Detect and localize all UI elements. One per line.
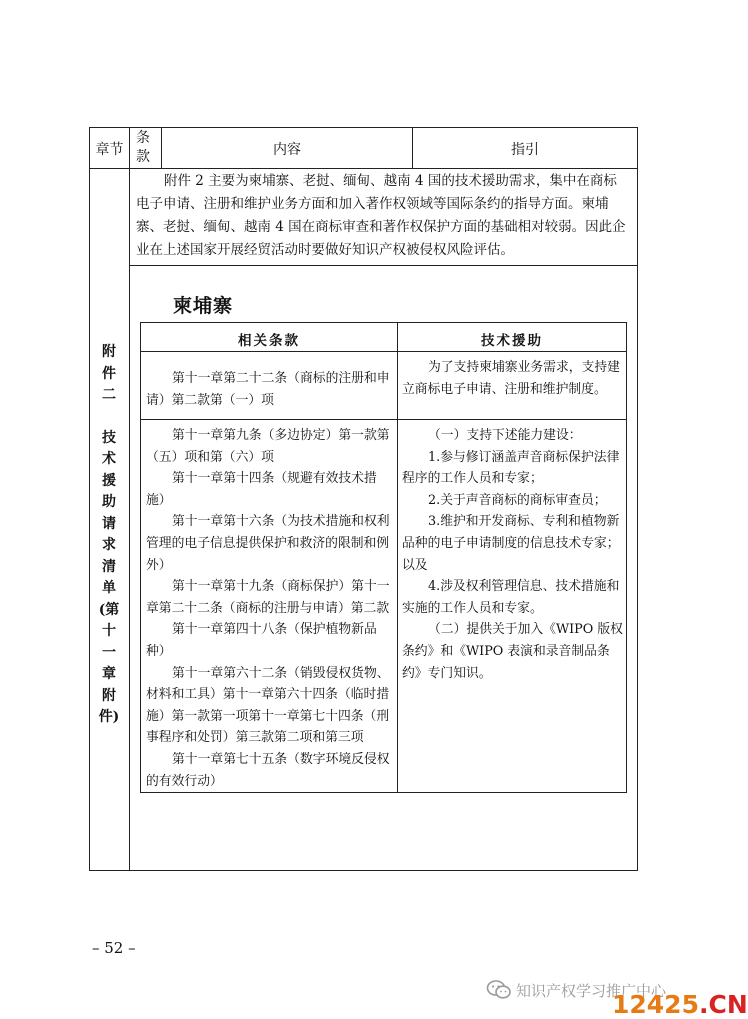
chapter-column-divider (129, 127, 130, 871)
side-label (92, 342, 126, 729)
outer-top-border (89, 127, 638, 128)
clause-item: 第十一章第六十二条（销毁侵权货物、材料和工具）第十一章第六十四条（临时措施）第一款第一项第十一章第七十四条（刑事程序和处罚）第三款第二项和第三项 (146, 665, 390, 746)
watermark-text: 知识产权学习推广中心 (516, 982, 667, 1000)
side-char (92, 407, 126, 428)
site-logo (612, 990, 748, 1019)
assistance-item: 1.参与修订涵盖声音商标保护法律程序的工作人员和专家； (402, 449, 620, 487)
outer-left-border (89, 127, 90, 871)
side-char: 附 (102, 687, 116, 704)
inner-top-border (140, 322, 627, 323)
wechat-icon (486, 979, 512, 1001)
inner-column-divider (397, 322, 398, 793)
side-char: (第 (98, 601, 120, 618)
side-char: 十 (102, 623, 116, 639)
side-char: 技 (102, 429, 116, 446)
inner-right-border (626, 322, 627, 793)
inner-bottom-border (140, 792, 627, 793)
outer-header-divider (89, 168, 638, 169)
side-char: 单 (102, 580, 116, 596)
intro-divider (129, 265, 638, 266)
assistance-item: 为了支持柬埔寨业务需求，支持建立商标电子申请、注册和维护制度。 (402, 360, 620, 397)
side-char: 求 (102, 537, 116, 553)
side-char: 请 (102, 515, 116, 532)
side-char: 件) (98, 709, 120, 725)
country-title: 柬埔寨 (173, 295, 234, 317)
inner-left-border (140, 322, 141, 793)
page-number: – 52 – (92, 939, 136, 957)
row1-clauses (146, 368, 394, 411)
inner-row-divider (140, 419, 627, 420)
intro-paragraph: 附件 2 主要为柬埔寨、老挝、缅甸、越南 4 国的技术援助需求，集中在商标电子申请、注册和维护业务方面和加入著作权领域等国际条约的指导方面。柬埔寨、老挝、缅甸、越南 4 国在商标审查和著作权保护方面的基础相对较弱。因此企业在上述国家开展经贸活动时要做好知识产权被侵权风险评估。 (136, 173, 626, 258)
header-clause: 条款 (136, 130, 150, 165)
clause-item: 第十一章第二十二条（商标的注册和申请）第二款第（一）项 (146, 371, 390, 408)
assistance-item: （二）提供关于加入《WIPO 版权条约》和《WIPO 表演和录音制品条约》专门知识。 (402, 622, 623, 681)
assistance-item: 2.关于声音商标的商标审查员； (428, 492, 607, 508)
side-char: 术 (102, 451, 116, 467)
side-char: 援 (102, 472, 116, 489)
side-char: 清 (102, 558, 116, 575)
logo-suffix: .CN (698, 990, 748, 1019)
assistance-item: 3.维护和开发商标、专利和植物新品种的电子申请制度的信息技术专家；以及 (402, 514, 620, 573)
outer-bottom-border (89, 870, 638, 871)
clause-item: 第十一章第十四条（规避有效技术措施） (146, 471, 377, 508)
side-char: 件 (102, 365, 116, 382)
inner-header-right: 技术援助 (481, 333, 543, 349)
assistance-item: （一）支持下述能力建设： (428, 428, 582, 443)
outer-right-border (637, 127, 638, 871)
clause-item: 第十一章第四十八条（保护植物新品种） (146, 622, 377, 659)
logo-digits: 12425 (612, 990, 699, 1019)
inner-header-left: 相关条款 (238, 333, 300, 349)
side-char: 助 (102, 494, 116, 510)
side-char: 附 (102, 344, 116, 360)
row2-clauses (146, 425, 394, 792)
side-char: 一 (102, 644, 116, 661)
clause-item: 第十一章第七十五条（数字环境反侵权的有效行动） (146, 751, 390, 789)
clause-item: 第十一章第十六条（为技术措施和权利管理的电子信息提供保护和救济的限制和例外） (146, 514, 390, 573)
row1-assistance (402, 357, 624, 400)
header-chapter: 章节 (95, 142, 124, 158)
clause-item: 第十一章第十九条（商标保护）第十一章第二十二条（商标的注册与申请）第二款 (146, 579, 390, 616)
header-guide: 指引 (511, 142, 539, 158)
assistance-item: 4.涉及权利管理信息、技术措施和实施的工作人员和专家。 (402, 579, 620, 616)
header-content: 内容 (273, 142, 301, 158)
inner-header-divider (140, 351, 627, 352)
side-char: 二 (102, 387, 116, 403)
row2-assistance (402, 425, 624, 684)
side-char: 章 (102, 666, 116, 682)
clause-item: 第十一章第九条（多边协定）第一款第（五）项和第（六）项 (146, 428, 390, 465)
